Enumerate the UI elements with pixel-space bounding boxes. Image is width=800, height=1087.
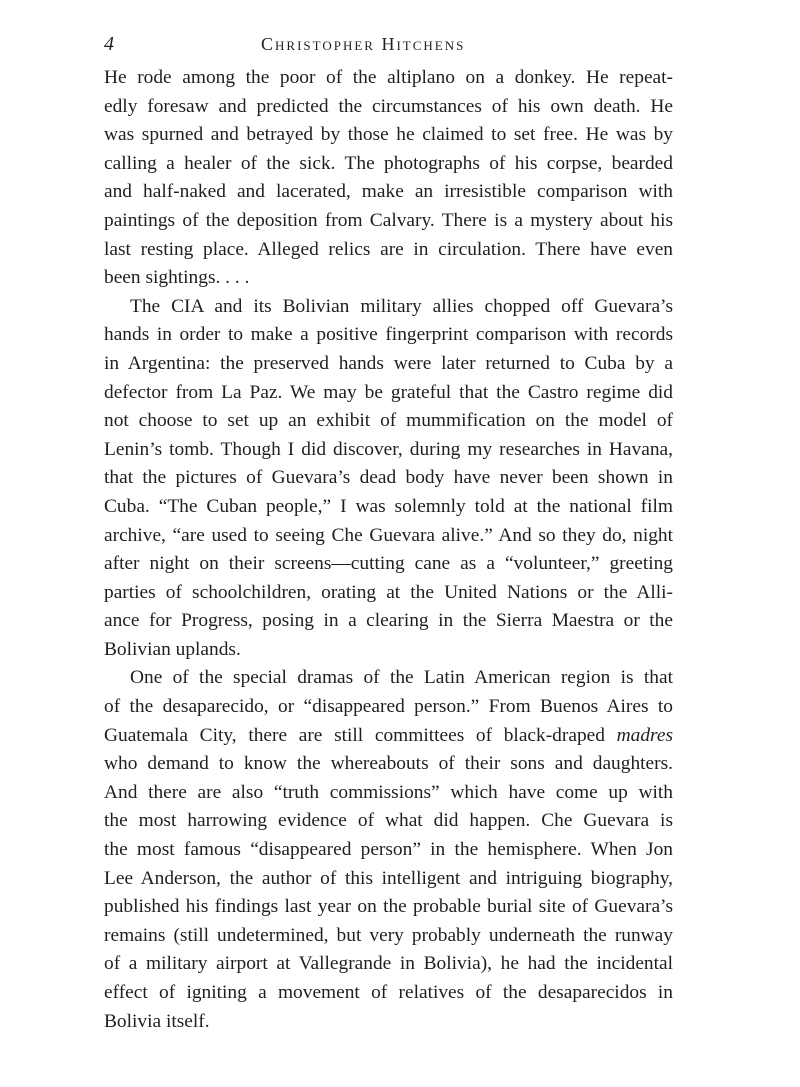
text-line-segment: Guatemala City, there are still committees of black-draped [104, 724, 605, 746]
text-line: remains (still undetermined, but very probably underneath the runway [104, 924, 673, 946]
text-line: Lee Anderson, the author of this intelligent and intriguing biography, [104, 867, 673, 889]
page-number: 4 [104, 33, 114, 55]
text-line: Bolivia itself. [104, 1010, 210, 1032]
book-page [104, 0, 673, 1036]
text-line: of a military airport at Vallegrande in Bolivia), he had the incidental [104, 953, 673, 975]
text-line: the most harrowing evidence of what did happen. Che Guevara is [104, 810, 673, 832]
italic-word: madres [616, 724, 673, 746]
text-line: paintings of the deposition from Calvary. There is a mystery about his [104, 209, 673, 231]
text-line: who demand to know the whereabouts of their sons and daughters. [104, 753, 673, 775]
text-line: And there are also “truth commissions” which have come up with [104, 781, 673, 803]
text-line: and half-naked and lacerated, make an irresistible comparison with [104, 181, 673, 203]
text-line: not choose to set up an exhibit of mummification on the model of [104, 410, 673, 432]
paragraph-1 [104, 64, 673, 293]
text-line: calling a healer of the sick. The photographs of his corpse, bearded [104, 152, 673, 174]
text-line: archive, “are used to seeing Che Guevara alive.” And so they do, night [104, 524, 673, 546]
text-line: parties of schoolchildren, orating at the United Nations or the Alli- [104, 581, 673, 603]
text-line: defector from La Paz. We may be grateful that the Castro regime did [104, 381, 673, 403]
text-line: The CIA and its Bolivian military allies chopped off Guevara’s [130, 295, 673, 317]
text-line: that the pictures of Guevara’s dead body have never been shown in [104, 467, 673, 489]
body-text [104, 64, 673, 1036]
text-line: Cuba. “The Cuban people,” I was solemnly told at the national film [104, 495, 673, 517]
text-line [104, 722, 673, 751]
text-line: ance for Progress, posing in a clearing in the Sierra Maestra or the [104, 610, 673, 632]
text-line: effect of igniting a movement of relatives of the desaparecidos in [104, 982, 673, 1003]
text-line: was spurned and betrayed by those he claimed to set free. He was by [104, 124, 673, 146]
text-line: edly foresaw and predicted the circumstances of his own death. He [104, 95, 673, 117]
text-line: after night on their screens—cutting cane as a “volunteer,” greeting [104, 553, 673, 575]
text-line: hands in order to make a positive fingerprint comparison with records [104, 324, 673, 346]
text-line: published his findings last year on the probable burial site of Guevara’s [104, 896, 673, 918]
text-line: Bolivian uplands. [104, 638, 241, 660]
text-line: Lenin’s tomb. Though I did discover, during my researches in Havana, [104, 438, 673, 460]
text-line: the most famous “disappeared person” in the hemisphere. When Jon [104, 839, 673, 861]
text-line: One of the special dramas of the Latin American region is that [130, 667, 673, 689]
page-header [104, 0, 673, 64]
text-line: been sightings. . . . [104, 267, 250, 289]
paragraph-3 [104, 664, 673, 1036]
text-line: last resting place. Alleged relics are in circulation. There have even [104, 238, 673, 260]
paragraph-2 [104, 293, 673, 665]
running-head: Christopher Hitchens [261, 34, 466, 54]
text-line: He rode among the poor of the altiplano on a donkey. He repeat- [104, 67, 673, 88]
text-line: of the desaparecido, or “disappeared person.” From Buenos Aires to [104, 696, 673, 718]
text-line: in Argentina: the preserved hands were later returned to Cuba by a [104, 352, 673, 374]
